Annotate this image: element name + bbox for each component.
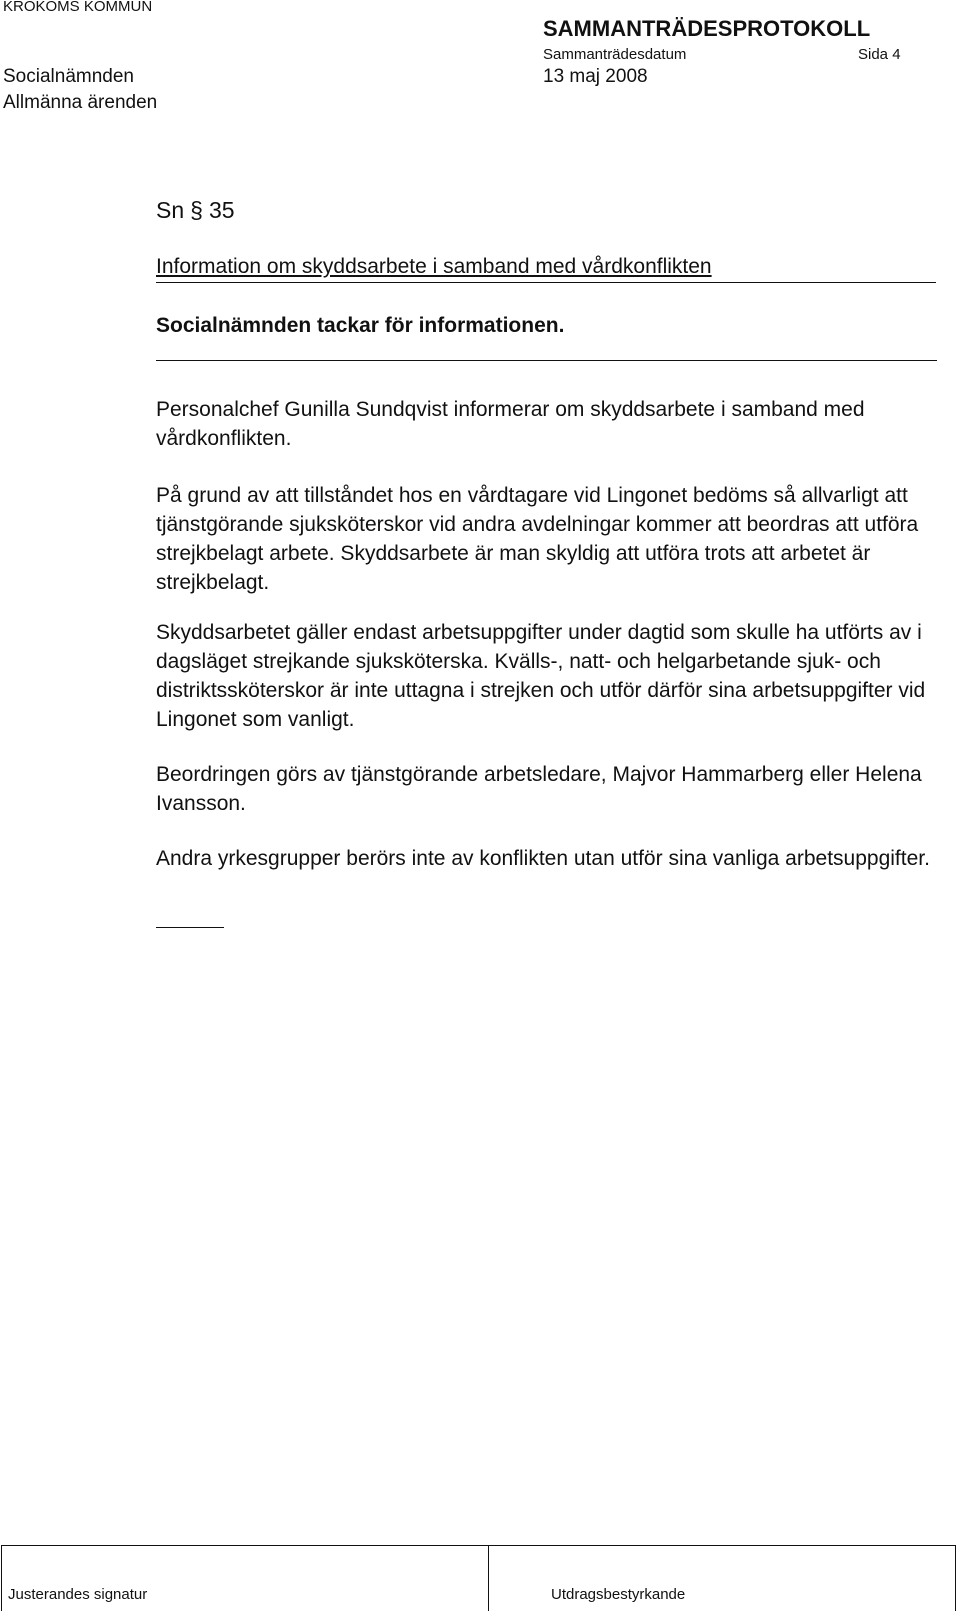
paragraph-text: Andra yrkesgrupper berörs inte av konflikten utan utför sina vanliga arbetsuppgifter. (156, 847, 930, 870)
item-number (156, 196, 936, 225)
item-heading-text: Information om skyddsarbete i samband med vårdkonflikten (156, 255, 712, 278)
item-heading (156, 252, 936, 283)
meeting-date-label: Sammanträdesdatum (543, 46, 687, 63)
section-symbol: § (190, 197, 203, 223)
footer-right-border (955, 1545, 956, 1611)
end-marker-line (156, 927, 224, 928)
document-title: SAMMANTRÄDESPROTOKOLL (543, 16, 871, 41)
paragraph-5 (156, 844, 936, 873)
paragraph-2 (156, 481, 936, 597)
committee-name: Socialnämnden (3, 66, 134, 87)
signature-label: Justerandes signatur (8, 1586, 148, 1603)
paragraph-text: Personalchef Gunilla Sundqvist informerar om skyddsarbete i samband med vårdkonflikten. (156, 398, 865, 450)
item-prefix: Sn (156, 197, 185, 223)
paragraph-1 (156, 395, 936, 453)
item-number-value: 35 (208, 197, 235, 223)
paragraph-3 (156, 618, 936, 734)
paragraph-text: Beordringen görs av tjänstgörande arbetsledare, Majvor Hammarberg eller Helena Ivansson. (156, 763, 922, 815)
organization-name: KROKOMS KOMMUN (3, 0, 153, 15)
paragraph-4 (156, 760, 936, 818)
certification-label: Utdragsbestyrkande (551, 1586, 686, 1603)
decision-text: Socialnämnden tackar för informationen. (156, 314, 565, 337)
paragraph-text: På grund av att tillståndet hos en vårdtagare vid Lingonet bedöms så allvarligt att tjänstgörande sjuksköterskor vid andra avdelningar kommer att beordras att utföra strejkbelagt arbete. Skyddsarbete är man skyldig att utföra trots att arbetet är strejkbelagt. (156, 484, 919, 594)
section-name: Allmänna ärenden (3, 92, 158, 113)
footer-left-border (1, 1545, 2, 1611)
separator-line (156, 360, 937, 361)
footer-divider (488, 1545, 489, 1611)
paragraph-text: Skyddsarbetet gäller endast arbetsuppgifter under dagtid som skulle ha utförts av i dagsläget strejkande sjuksköterska. Kvälls-, natt- och helgarbetande sjuk- och distriktssköterskor är inte uttagna i strejken och utför därför sina arbetsuppgifter vid Lingonet som vanligt. (156, 621, 926, 731)
page-number: Sida 4 (858, 46, 901, 63)
meeting-date: 13 maj 2008 (543, 66, 648, 87)
